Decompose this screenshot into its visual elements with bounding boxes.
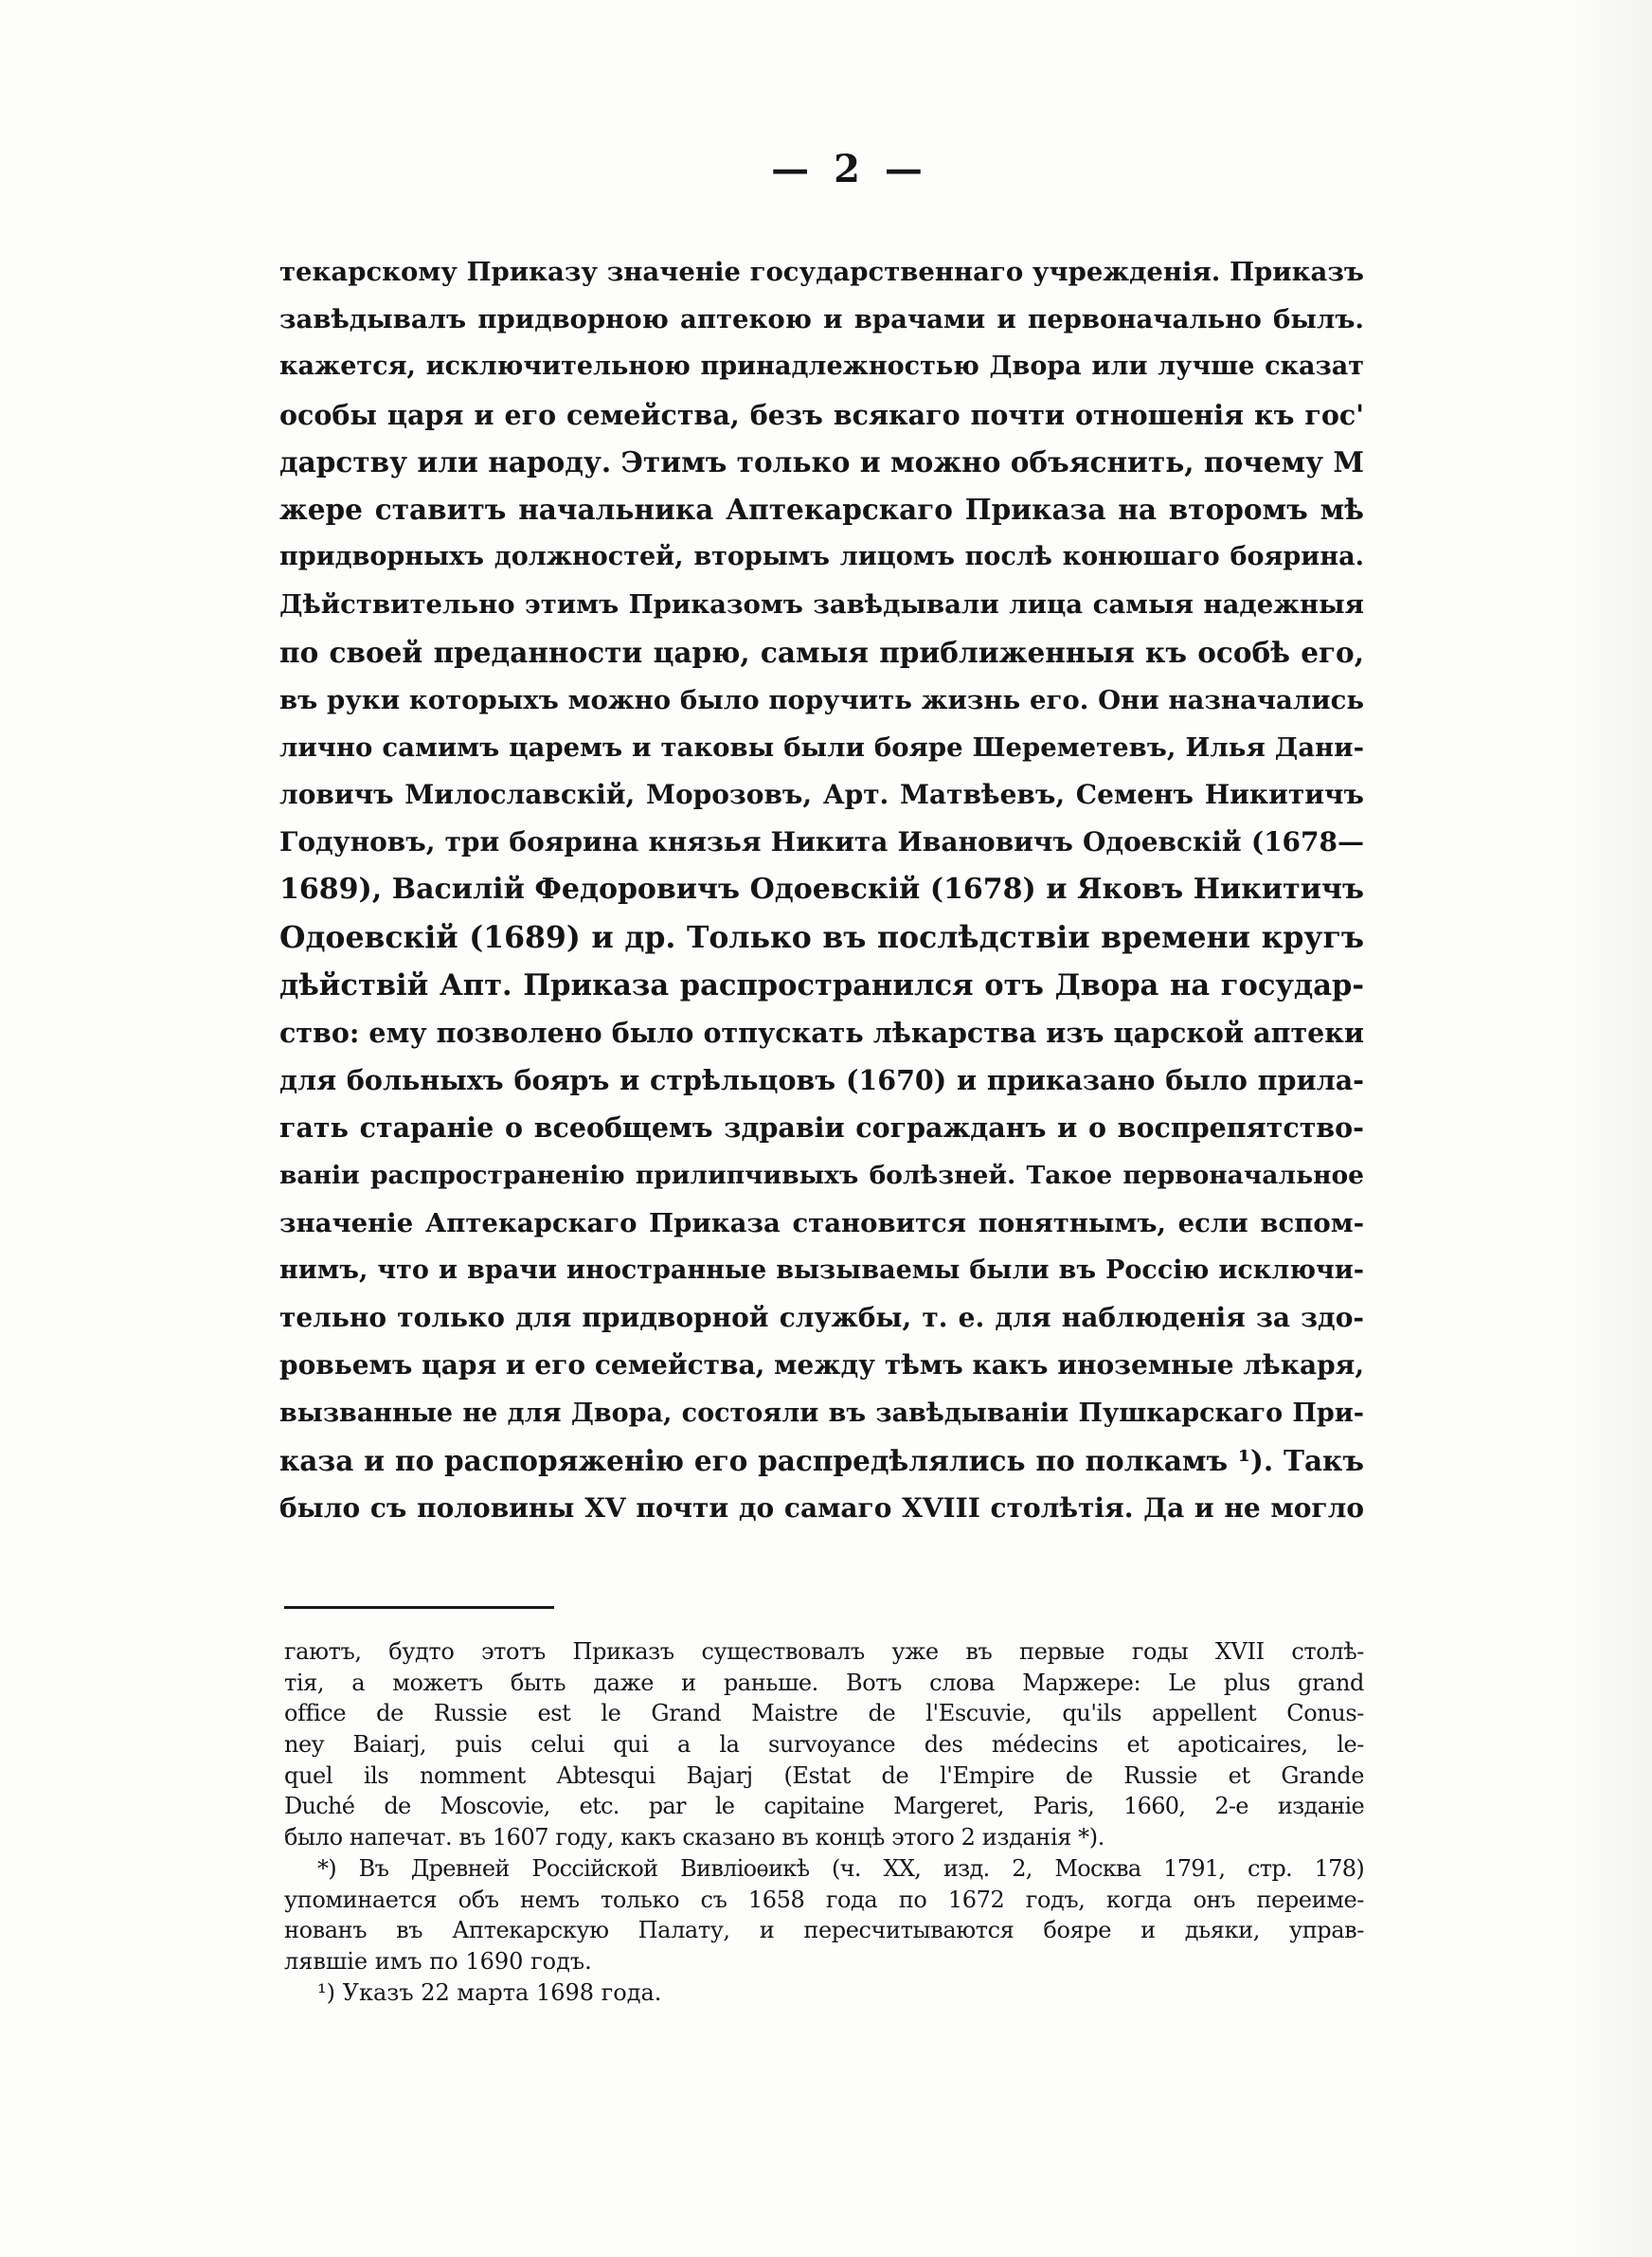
body-line: тельно только для придворной службы, т. е. для наблюденiя за здо- (279, 1302, 1364, 1334)
footnote-line: quel ils nomment Abtesqui Bajarj (Estat de l'Empire de Russie et Grande (284, 1761, 1364, 1789)
body-line: нимъ, что и врачи иностранные вызываемы были въ Россiю исключи- (279, 1255, 1364, 1285)
body-line: по своей преданности царю, самыя приближенныя къ особѣ его, (279, 635, 1364, 669)
body-text (279, 248, 1364, 1532)
body-line: въ руки которыхъ можно было поручить жизнь его. Они назначались (279, 684, 1364, 715)
footnote-line: office de Russie est le Grand Maistre de l'Escuvie, qu'ils appellent Conus- (284, 1700, 1364, 1727)
body-line: 1689), Василiй Федоровичъ Одоевскiй (1678) и Яковъ Никитичъ (279, 873, 1364, 907)
body-line: гать старанiе о всеобщемъ здравiи согражданъ и о воспрепятство- (279, 1111, 1364, 1145)
body-line: Одоевскiй (1689) и др. Только въ послѣдствiи времени кругъ (279, 919, 1364, 955)
footnote-separator (284, 1606, 554, 1609)
body-line: завѣдывалъ придворною аптекою и врачами и первоначально былъ. (279, 304, 1364, 335)
body-line: было съ половины XV почти до самаго XVIII столѣтiя. Да и не могло (279, 1491, 1364, 1524)
body-line: Годуновъ, три боярина князья Никита Ивановичъ Одоевскiй (1678— (279, 826, 1364, 858)
body-line: Дѣйствительно этимъ Приказомъ завѣдывали лица самыя надежныя (279, 589, 1364, 621)
footnote-line: тiя, а можетъ быть даже и раньше. Вотъ слова Маржере: Le plus grand (284, 1669, 1364, 1696)
body-line: значенiе Аптекарскаго Приказа становится понятнымъ, если вспом- (279, 1207, 1364, 1238)
star-footnote-line: *) Въ Древней Россiйской Вивлiоѳикѣ (ч. XX, изд. 2, Москва 1791, стр. 178) (317, 1854, 1364, 1882)
body-line: ровьемъ царя и его семейства, между тѣмъ какъ иноземные лѣкаря, (279, 1349, 1365, 1381)
body-line: дѣйствiй Апт. Приказа распространился отъ Двора на государ- (279, 967, 1364, 1002)
body-line: ванiи распространенiю прилипчивыхъ болѣзней. Такое первоначальное (279, 1160, 1364, 1190)
footnote-line: было напечат. въ 1607 году, какъ сказано въ концѣ этого 2 изданiя *). (284, 1824, 1104, 1851)
body-line: вызванные не для Двора, состояли въ завѣдыванiи Пушкарскаго При- (279, 1398, 1364, 1428)
footnotes (284, 1636, 1364, 2008)
body-line: особы царя и его семейства, безъ всякаго почти отношенiя къ гос' (279, 398, 1364, 431)
page-number: — 2 — (771, 147, 928, 191)
footnote-line: ney Baiarj, puis celui qui a la survoyance des médecins et apoticaires, le- (284, 1731, 1364, 1759)
body-line: текарскому Приказу значенiе государственнаго учрежденiя. Приказъ (279, 257, 1364, 287)
body-line: ловичъ Милославскiй, Морозовъ, Арт. Матвѣевъ, Семенъ Никитичъ (279, 779, 1364, 811)
body-line: для больныхъ бояръ и стрѣльцовъ (1670) и приказано было прила- (279, 1064, 1364, 1097)
footnote-line: гаютъ, будто этотъ Приказъ существовалъ уже въ первые годы XVII столѣ- (284, 1638, 1364, 1665)
body-line: лично самимъ царемъ и таковы были бояре Шереметевъ, Илья Дани- (279, 731, 1364, 763)
star-footnote-line: лявшiе имъ по 1690 годъ. (284, 1947, 592, 1975)
body-line: каза и по распоряженiю его распредѣлялись по полкамъ ¹). Такъ (279, 1443, 1364, 1477)
body-line: жере ставитъ начальника Аптекарскаго Приказа на второмъ мѣ (279, 492, 1364, 526)
body-line: дарству или народу. Этимъ только и можно объяснить, почему М (279, 444, 1364, 478)
body-line: кажется, исключительною принадлежностью Двора или лучше сказат (279, 352, 1364, 382)
star-footnote-line: нованъ въ Аптекарскую Палату, и пересчитываются бояре и дьяки, управ- (284, 1917, 1364, 1944)
body-line: придворныхъ должностей, вторымъ лицомъ послѣ конюшаго боярина. (279, 542, 1364, 572)
star-footnote-line: упоминается объ немъ только съ 1658 года по 1672 годъ, когда онъ переиме- (284, 1886, 1364, 1913)
body-line: ство: ему позволено было отпускать лѣкарства изъ царской аптеки (279, 1017, 1364, 1049)
footnote-line: Duché de Moscovie, etc. par le capitaine Margeret, Paris, 1660, 2-е изданiе (284, 1793, 1364, 1820)
scan-edge-shadow (1567, 0, 1652, 2257)
footnote-1: ¹) Указъ 22 марта 1698 года. (317, 1978, 662, 2006)
